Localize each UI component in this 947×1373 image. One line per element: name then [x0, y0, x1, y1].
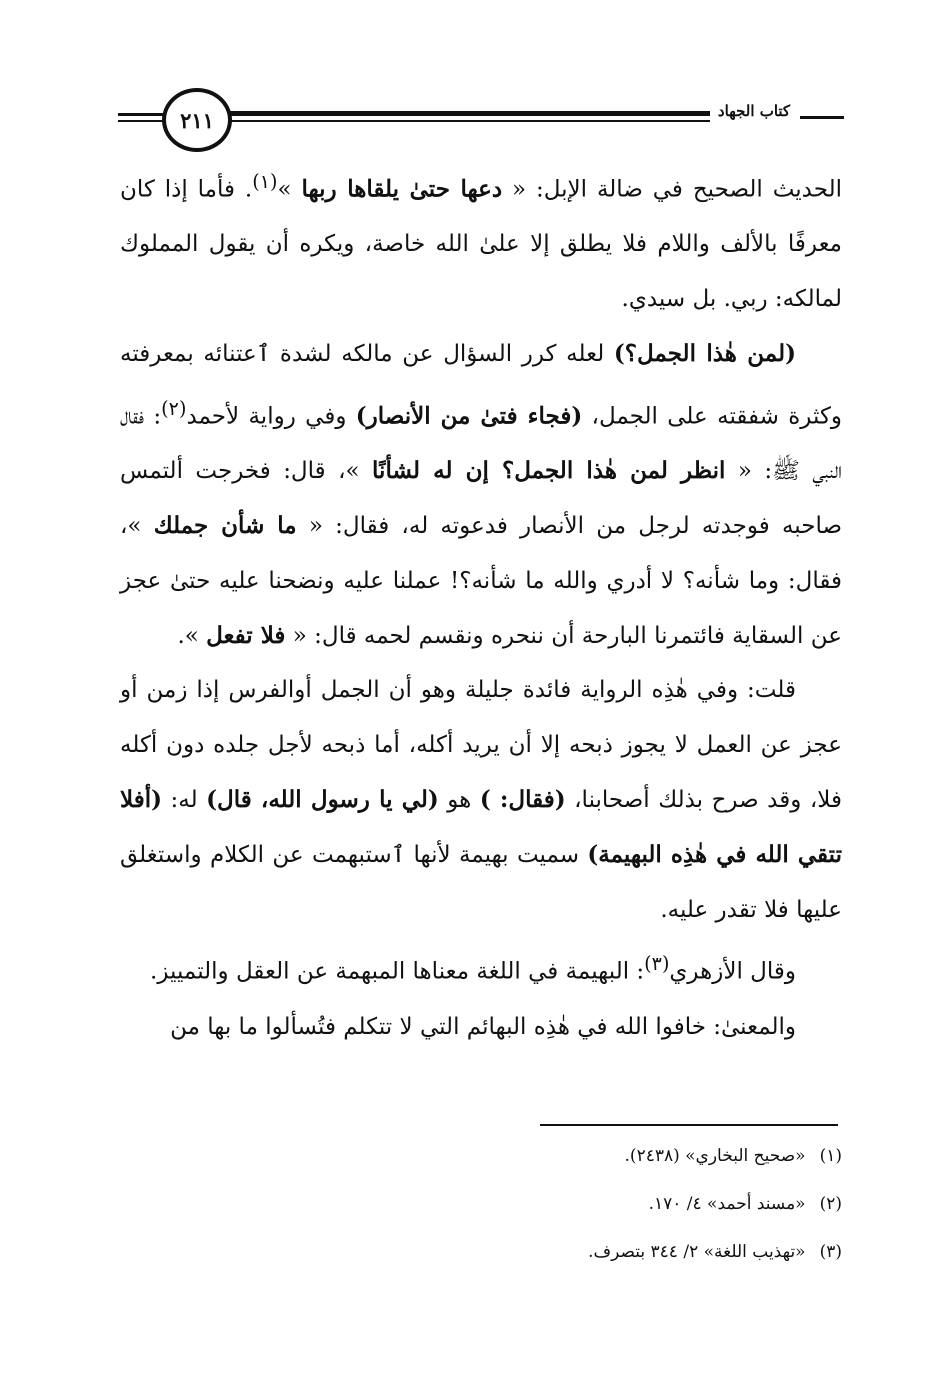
- header-rule-center-thin: [230, 120, 710, 122]
- bold-quote: (أفلا تتقي الله في هٰذِه البهيمة): [120, 786, 842, 868]
- footnote-marker: (٢): [161, 396, 187, 420]
- bold-quote: (فقال: ): [479, 786, 566, 814]
- text-run: وفي رواية لأحمد: [186, 403, 356, 430]
- text-run: »، فقال: وما شأنه؟ لا أدري والله ما شأنه؟! عملنا عليه ونضحنا عليه حتىٰ عجز عن السقاية فائتمرنا البارحة أن ننحره ونقسم لحمه قال: «: [120, 513, 842, 649]
- footnote: [120, 1180, 842, 1228]
- paragraph: [120, 155, 842, 327]
- footnote-text: «صحيح البخاري» (٢٤٣٨).: [624, 1146, 806, 1166]
- footnote-text: «مسند أحمد» ٤/ ١٧٠.: [648, 1194, 806, 1214]
- paragraph: [120, 1000, 842, 1055]
- bold-quote: فلا تفعل: [206, 621, 286, 649]
- text-run: . فأما إذا كان معرفًا بالألف واللام فلا يطلق إلا علىٰ الله خاصة، ويكره أن يقول المملوك لمالكه: ربي. بل سيدي.: [120, 176, 842, 313]
- header-rule-right: [800, 116, 844, 119]
- page-header: [118, 80, 844, 150]
- text-run: ».: [177, 622, 207, 649]
- bold-quote: (لي يا رسول الله، قال): [206, 786, 439, 814]
- text-run: : فقال النبي ﷺ: «: [120, 403, 843, 485]
- footnote-marker: (٣): [644, 952, 670, 976]
- text-run: هو: [438, 787, 480, 814]
- text-run: قلت: وفي هٰذِه الرواية فائدة جليلة وهو أن الجمل أوالفرس إذا زمن أو عجز عن العمل لا يجوز ذبحه إلا أن يريد أكله، أما ذبحه لأجل جلده دون أكله فلا، وقد صرح بذلك أصحابنا،: [120, 677, 842, 814]
- footnote-separator: [540, 1124, 838, 1126]
- paragraph: [120, 937, 842, 999]
- text-run: له:: [162, 787, 207, 814]
- page-number-badge: [162, 88, 232, 152]
- text-run: الحديث الصحيح في ضالة الإبل: «: [502, 176, 843, 203]
- footnote-number: (٢): [819, 1194, 842, 1214]
- text-run: : البهيمة في اللغة معناها المبهمة عن العقل والتمييز.: [150, 959, 645, 986]
- text-run: سميت بهيمة لأنها ٱستبهمت عن الكلام واستغلق عليها فلا تقدر عليه.: [120, 841, 842, 923]
- footnote: [120, 1228, 842, 1276]
- text-run: لعله كرر السؤال عن مالكه لشدة ٱعتنائه بمعرفته وكثرة شفقته على الجمل،: [120, 341, 842, 430]
- footnote-text: «تهذيب اللغة» ٢/ ٣٤٤ بتصرف.: [588, 1242, 806, 1262]
- header-rule-center: [230, 111, 710, 116]
- text-run: وقال الأزهري: [669, 959, 796, 986]
- paragraph: [120, 327, 842, 663]
- footnote: [120, 1132, 842, 1180]
- footnote-number: (٣): [819, 1242, 842, 1262]
- text-run: »: [277, 176, 302, 203]
- text-run: »، قال: فخرجت ألتمس صاحبه فوجدته لرجل من الأنصار فدعوته له، فقال: «: [120, 458, 843, 540]
- paragraph: [120, 663, 842, 937]
- bold-quote: (فجاء فتىٰ من الأنصار): [355, 402, 583, 430]
- book-title: كتاب الجهاد: [717, 102, 791, 120]
- body-text: [120, 155, 842, 1055]
- bold-quote: ما شأن جملك: [153, 512, 297, 540]
- page-number: ٢١١: [180, 107, 214, 133]
- footnotes: [120, 1132, 842, 1276]
- text-run: والمعنىٰ: خافوا الله في هٰذِه البهائم التي لا تتكلم فتُسألوا ما بها من: [170, 1013, 796, 1040]
- bold-quote: (لمن هٰذا الجمل؟): [613, 340, 796, 368]
- bold-quote: دعها حتىٰ يلقاها ربها: [301, 175, 503, 203]
- bold-quote: انظر لمن هٰذا الجمل؟ إن له لشأنًا: [372, 457, 726, 485]
- footnote-marker: (١): [252, 170, 278, 193]
- footnote-number: (١): [819, 1146, 842, 1166]
